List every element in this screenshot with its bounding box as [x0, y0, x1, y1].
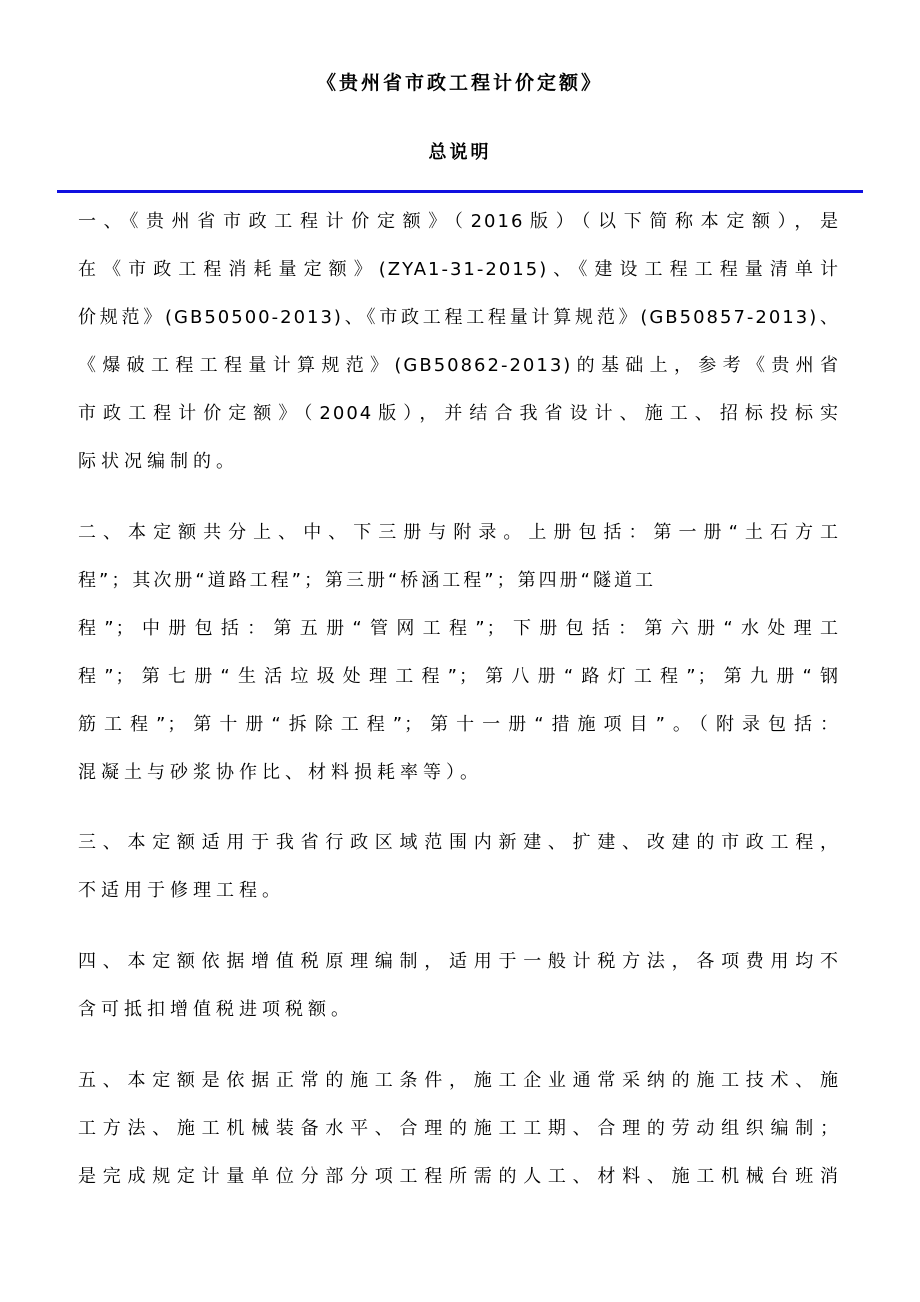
- text-line: 是完成规定计量单位分部分项工程所需的人工、材料、施工机械台班消: [78, 1166, 840, 1187]
- text-line: 程”；中册包括：第五册“管网工程”；下册包括：第六册“水处理工: [78, 618, 840, 639]
- text-line: 市政工程计价定额》（2004版），并结合我省设计、施工、招标投标实: [78, 403, 840, 424]
- text-line: 二、本定额共分上、中、下三册与附录。上册包括：第一册“土石方工: [78, 522, 840, 543]
- text-line: 《爆破工程工程量计算规范》(GB50862-2013)的基础上，参考《贵州省: [78, 355, 840, 376]
- text-line: 含可抵扣增值税进项税额。: [78, 999, 354, 1020]
- text-line: 一、《贵州省市政工程计价定额》（2016版）（以下简称本定额），是: [78, 211, 840, 232]
- text-line: 不适用于修理工程。: [78, 880, 285, 901]
- text-line: 混凝土与砂浆协作比、材料损耗率等）。: [78, 762, 483, 783]
- text-line: 五、本定额是依据正常的施工条件，施工企业通常采纳的施工技术、施: [78, 1070, 840, 1091]
- document-title: 《贵州省市政工程计价定额》: [316, 72, 603, 94]
- text-line: 四、本定额依据增值税原理编制，适用于一般计税方法，各项费用均不: [78, 951, 840, 972]
- section-title: 总说明: [428, 142, 492, 163]
- text-line: 在《市政工程消耗量定额》(ZYA1-31-2015)、《建设工程工程量清单计: [78, 259, 840, 280]
- header-divider: [57, 190, 863, 193]
- text-line: 筋工程”；第十册“拆除工程”；第十一册“措施项目”。（附录包括：: [78, 714, 840, 735]
- text-line: 价规范》(GB50500-2013)、《市政工程工程量计算规范》(GB50857-2013)、: [78, 307, 840, 328]
- text-line: 三、本定额适用于我省行政区域范围内新建、扩建、改建的市政工程，: [78, 832, 840, 853]
- text-line: 工方法、施工机械装备水平、合理的施工工期、合理的劳动组织编制；: [78, 1118, 840, 1139]
- text-line: 际状况编制的。: [78, 451, 239, 472]
- text-line: 程”；其次册“道路工程”；第三册“桥涵工程”；第四册“隧道工: [78, 570, 656, 591]
- text-line: 程”；第七册“生活垃圾处理工程”；第八册“路灯工程”；第九册“钢: [78, 666, 840, 687]
